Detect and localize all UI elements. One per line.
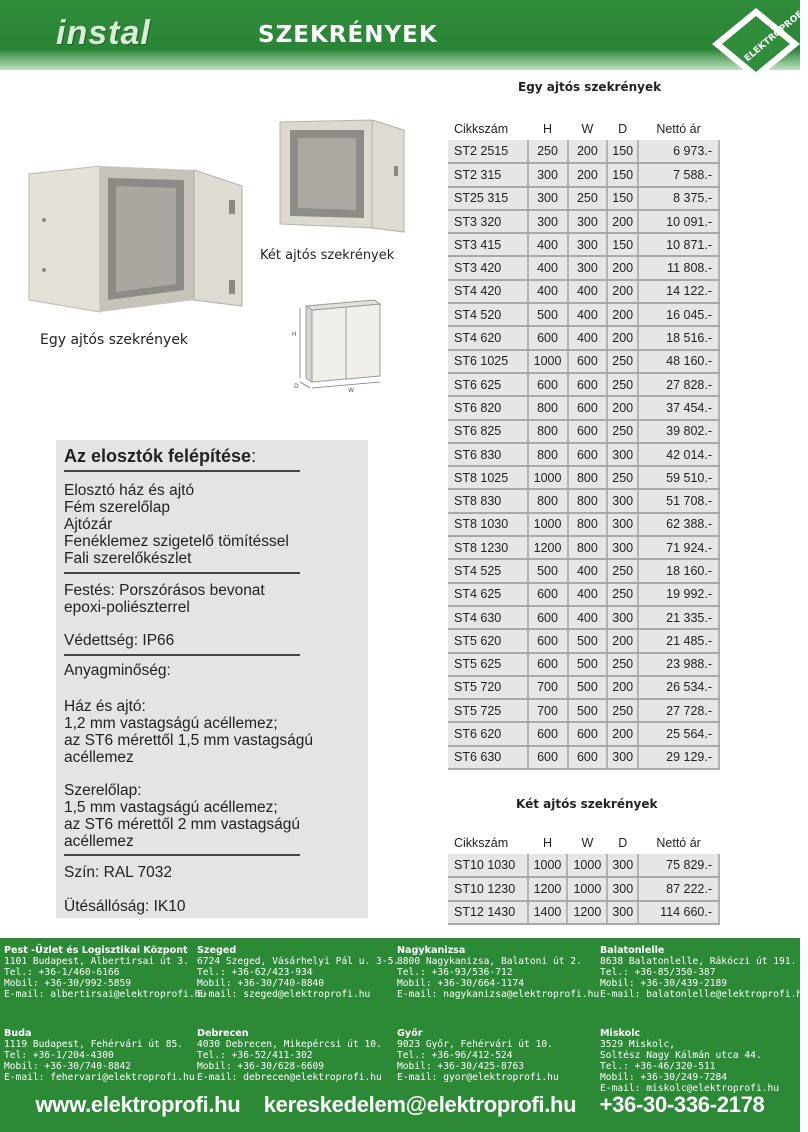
cell-w: 500 — [568, 629, 608, 652]
cell-w: 600 — [568, 373, 608, 396]
cell-w: 300 — [568, 233, 608, 256]
office-title: Balatonlelle — [600, 945, 665, 956]
divider — [64, 654, 300, 656]
cell-w: 300 — [568, 210, 608, 233]
cell-code: ST5 625 — [448, 653, 528, 676]
cell-d: 250 — [607, 420, 638, 443]
cell-price: 62 388.- — [638, 513, 719, 536]
cell-h: 800 — [528, 420, 568, 443]
cell-code: ST8 1025 — [448, 466, 528, 489]
office-line: E-mail: miskolc@elektroprofi.hu — [600, 1083, 780, 1094]
cell-h: 700 — [528, 699, 568, 722]
cell-h: 1400 — [528, 901, 568, 924]
single-door-price-table — [448, 118, 720, 770]
cell-code: ST6 620 — [448, 722, 528, 745]
cell-d: 300 — [607, 854, 638, 877]
cell-price: 114 660.- — [638, 901, 719, 924]
cell-price: 37 454.- — [638, 396, 719, 419]
table-row — [448, 210, 719, 233]
table-row — [448, 140, 719, 163]
office-title: Buda — [4, 1028, 32, 1039]
table-row — [448, 676, 719, 699]
paint-text: Festés: Porszórásos bevonat epoxi-poliészterrel — [64, 582, 265, 616]
cell-d: 300 — [607, 746, 638, 769]
table-row — [448, 583, 719, 606]
cell-w: 500 — [568, 653, 608, 676]
cell-price: 75 829.- — [638, 854, 719, 877]
cell-code: ST25 315 — [448, 187, 528, 210]
cell-code: ST6 625 — [448, 373, 528, 396]
cell-code: ST6 1025 — [448, 350, 528, 373]
double-table-body — [448, 854, 719, 924]
cell-code: ST10 1030 — [448, 854, 528, 877]
office-line: Tel.: +36-62/423-934 — [197, 967, 313, 978]
table-row — [448, 303, 719, 326]
table-row — [448, 606, 719, 629]
cell-price: 10 871.- — [638, 233, 719, 256]
table-row — [448, 187, 719, 210]
office-line: Mobil: +36-30/664-1174 — [397, 978, 525, 989]
office-block — [4, 1028, 195, 1083]
cell-w: 600 — [568, 746, 608, 769]
table-row — [448, 326, 719, 349]
cell-code: ST5 725 — [448, 699, 528, 722]
cell-h: 400 — [528, 280, 568, 303]
dim-d-label: D — [294, 383, 299, 390]
cell-price: 71 924.- — [638, 536, 719, 559]
table-row — [448, 536, 719, 559]
cell-code: ST5 620 — [448, 629, 528, 652]
office-title: Szeged — [197, 945, 237, 956]
cell-h: 600 — [528, 629, 568, 652]
office-line: Tel.: +36-96/412-524 — [397, 1050, 513, 1061]
office-block — [197, 1028, 382, 1083]
cell-d: 250 — [607, 373, 638, 396]
brand-logo: instal — [56, 14, 151, 52]
cell-w: 1000 — [567, 877, 607, 900]
office-line: 6724 Szeged, Vásárhelyi Pál u. 3-5. — [197, 956, 400, 967]
cell-h: 250 — [528, 140, 568, 163]
double-door-cabinet-image — [276, 116, 408, 234]
cell-d: 250 — [607, 653, 638, 676]
cell-code: ST8 830 — [448, 489, 528, 512]
cell-price: 27 728.- — [638, 699, 719, 722]
table-row — [448, 854, 719, 877]
table-row — [448, 653, 719, 676]
cell-code: ST8 1230 — [448, 536, 528, 559]
cell-code: ST3 320 — [448, 210, 528, 233]
cell-price: 6 973.- — [638, 140, 719, 163]
cell-price: 8 375.- — [638, 187, 719, 210]
email-link[interactable]: kereskedelem@elektroprofi.hu — [263, 1092, 577, 1117]
office-line: E-mail: nagykanizsa@elektroprofi.hu — [397, 989, 600, 1000]
dim-w-label: W — [348, 387, 354, 394]
phone-number: +36-30-336-2178 — [599, 1092, 765, 1117]
single-table-body — [448, 140, 719, 769]
cell-code: ST4 420 — [448, 280, 528, 303]
office-line: Mobil: +36-30/249-7284 — [600, 1072, 728, 1083]
office-line: Mobil: +36-30/740-8842 — [4, 1061, 132, 1072]
table-row — [448, 629, 719, 652]
cell-d: 250 — [607, 350, 638, 373]
cell-d: 150 — [607, 187, 638, 210]
description-title: Az elosztók felépítése: — [64, 446, 257, 466]
cell-code: ST4 525 — [448, 559, 528, 582]
office-line: Tel.: +36-93/536-712 — [397, 967, 513, 978]
table-row — [448, 466, 719, 489]
table-row — [448, 443, 719, 466]
cell-w: 800 — [568, 489, 608, 512]
office-line: E-mail: gyor@elektroprofi.hu — [397, 1072, 559, 1083]
cell-code: ST6 630 — [448, 746, 528, 769]
cell-w: 600 — [568, 420, 608, 443]
cell-h: 800 — [528, 396, 568, 419]
office-title: Nagykanizsa — [397, 945, 466, 956]
cell-code: ST6 825 — [448, 420, 528, 443]
cell-h: 600 — [528, 653, 568, 676]
office-title: Győr — [397, 1028, 423, 1039]
cell-d: 250 — [607, 466, 638, 489]
cell-h: 1000 — [528, 854, 568, 877]
office-block — [197, 945, 399, 1000]
cell-w: 600 — [568, 722, 608, 745]
table-row — [448, 559, 719, 582]
divider — [64, 572, 300, 574]
cell-code: ST3 415 — [448, 233, 528, 256]
divider — [64, 470, 300, 472]
office-line: Mobil: +36-30/439-2189 — [600, 978, 728, 989]
cell-code: ST3 420 — [448, 256, 528, 279]
cell-d: 200 — [607, 280, 638, 303]
cell-w: 200 — [568, 163, 608, 186]
cell-code: ST6 830 — [448, 443, 528, 466]
cell-code: ST4 620 — [448, 326, 528, 349]
elektroprofi-logo-icon — [712, 0, 808, 70]
table-row — [448, 350, 719, 373]
col-header-h: H — [528, 832, 568, 854]
table-row — [448, 901, 719, 924]
cell-d: 200 — [607, 326, 638, 349]
cell-h: 300 — [528, 210, 568, 233]
table-row — [448, 746, 719, 769]
logo-text: ELEKTROPROFI — [742, 7, 808, 64]
cell-price: 7 588.- — [638, 163, 719, 186]
cell-price: 48 160.- — [638, 350, 719, 373]
cell-h: 600 — [528, 583, 568, 606]
plate-text: Szerelőlap: 1,5 mm vastagságú acéllemez; az ST6 mérettől 2 mm vastagságú acéllemez — [64, 782, 301, 850]
cell-w: 600 — [568, 443, 608, 466]
cell-price: 11 808.- — [638, 256, 719, 279]
office-line: Tel.: +36-85/350-387 — [600, 967, 716, 978]
col-header-w: W — [568, 118, 608, 140]
cell-code: ST8 1030 — [448, 513, 528, 536]
cell-d: 150 — [607, 233, 638, 256]
cell-w: 600 — [568, 396, 608, 419]
cell-h: 800 — [528, 489, 568, 512]
office-line: Mobil: +36-30/992-5859 — [4, 978, 132, 989]
cell-h: 700 — [528, 676, 568, 699]
cell-h: 400 — [528, 256, 568, 279]
cell-h: 1200 — [528, 877, 568, 900]
col-header-d: D — [607, 832, 638, 854]
housing-text: Ház és ajtó: 1,2 mm vastagságú acéllemez; az ST6 mérettől 1,5 mm vastagságú acéllemez — [64, 698, 313, 766]
double-door-caption: Két ajtós szekrények — [260, 248, 395, 263]
cell-d: 200 — [607, 396, 638, 419]
cell-w: 1000 — [567, 854, 607, 877]
table-row — [448, 722, 719, 745]
cell-d: 200 — [607, 722, 638, 745]
cell-h: 1000 — [528, 350, 568, 373]
cell-w: 1200 — [567, 901, 607, 924]
table-row — [448, 489, 719, 512]
table-header-row — [448, 118, 719, 140]
table-row — [448, 699, 719, 722]
cell-code: ST12 1430 — [448, 901, 528, 924]
cell-price: 42 014.- — [638, 443, 719, 466]
cell-d: 200 — [607, 256, 638, 279]
cell-h: 1200 — [528, 536, 568, 559]
cell-price: 27 828.- — [638, 373, 719, 396]
double-door-price-table — [448, 832, 720, 925]
office-block — [397, 1028, 559, 1083]
cell-w: 400 — [568, 606, 608, 629]
cell-price: 14 122.- — [638, 280, 719, 303]
cell-price: 59 510.- — [638, 466, 719, 489]
cell-h: 600 — [528, 746, 568, 769]
page-title: SZEKRÉNYEK — [258, 22, 438, 48]
cell-d: 300 — [607, 901, 638, 924]
office-line: E-mail: albertirsai@elektroprofi.hu — [4, 989, 207, 1000]
table-row — [448, 420, 719, 443]
cell-h: 500 — [528, 559, 568, 582]
dimension-diagram — [288, 296, 392, 394]
table-row — [448, 233, 719, 256]
office-line: Tel.: +36-1/460-6166 — [4, 967, 120, 978]
office-line: 8638 Balatonlelle, Rákóczi út 191. — [600, 956, 797, 967]
cell-h: 500 — [528, 303, 568, 326]
cell-w: 400 — [568, 326, 608, 349]
office-block — [4, 945, 206, 1000]
office-line: Tel.: +36-46/320-511 — [600, 1061, 716, 1072]
cell-price: 16 045.- — [638, 303, 719, 326]
cell-price: 25 564.- — [638, 722, 719, 745]
cell-h: 300 — [528, 187, 568, 210]
office-line: Mobil: +36-30/425-8763 — [397, 1061, 525, 1072]
cell-d: 250 — [607, 699, 638, 722]
cell-price: 18 160.- — [638, 559, 719, 582]
cell-w: 400 — [568, 583, 608, 606]
cell-h: 600 — [528, 373, 568, 396]
cell-d: 300 — [607, 536, 638, 559]
office-title: Pest -Üzlet és Logisztikai Központ — [4, 945, 188, 956]
single-door-cabinet-image — [24, 160, 250, 320]
cell-d: 200 — [607, 303, 638, 326]
cell-w: 300 — [568, 256, 608, 279]
cell-d: 150 — [607, 140, 638, 163]
cell-h: 600 — [528, 606, 568, 629]
cell-price: 18 516.- — [638, 326, 719, 349]
col-header-w: W — [567, 832, 607, 854]
office-line: E-mail: fehervari@elektroprofi.hu — [4, 1072, 195, 1083]
office-line: 4030 Debrecen, Mikepércsi út 10. — [197, 1039, 382, 1050]
website-link[interactable]: www.elektroprofi.hu — [35, 1092, 241, 1117]
cell-h: 1000 — [528, 466, 568, 489]
cell-w: 800 — [568, 536, 608, 559]
cell-d: 300 — [607, 877, 638, 900]
cell-w: 400 — [568, 303, 608, 326]
protection-text: Védettség: IP66 — [64, 632, 175, 649]
cell-w: 400 — [568, 559, 608, 582]
office-title: Debrecen — [197, 1028, 249, 1039]
table-row — [448, 396, 719, 419]
col-header-price: Nettó ár — [638, 118, 719, 140]
cell-d: 300 — [607, 489, 638, 512]
cell-code: ST10 1230 — [448, 877, 528, 900]
cell-w: 500 — [568, 699, 608, 722]
office-line: 1101 Budapest, Albertirsai út 3. — [4, 956, 189, 967]
office-line: E-mail: szeged@elektroprofi.hu — [197, 989, 371, 1000]
material-title: Anyagminőség: — [64, 662, 171, 679]
page-header — [0, 0, 808, 70]
office-line: Mobil: +36-30/628-6609 — [197, 1061, 325, 1072]
col-header-code: Cikkszám — [448, 118, 528, 140]
cell-h: 600 — [528, 722, 568, 745]
office-block — [600, 1028, 779, 1094]
cell-price: 87 222.- — [638, 877, 719, 900]
color-text: Szín: RAL 7032 — [64, 864, 172, 881]
cell-w: 800 — [568, 513, 608, 536]
cell-price: 51 708.- — [638, 489, 719, 512]
col-header-price: Nettó ár — [638, 832, 719, 854]
cell-d: 200 — [607, 210, 638, 233]
cell-d: 150 — [607, 163, 638, 186]
table-row — [448, 373, 719, 396]
cell-w: 600 — [568, 350, 608, 373]
office-line: 9023 Győr, Fehérvári út 10. — [397, 1039, 553, 1050]
cell-w: 500 — [568, 676, 608, 699]
cell-price: 19 992.- — [638, 583, 719, 606]
cell-price: 21 485.- — [638, 629, 719, 652]
cell-w: 200 — [568, 140, 608, 163]
office-line: 8800 Nagykanizsa, Balatoni út 2. — [397, 956, 582, 967]
cell-w: 400 — [568, 280, 608, 303]
office-line: E-mail: debrecen@elektroprofi.hu — [197, 1072, 382, 1083]
footer-contact-line — [0, 1092, 800, 1118]
cell-code: ST2 2515 — [448, 140, 528, 163]
office-title: Miskolc — [600, 1028, 641, 1039]
cell-code: ST4 625 — [448, 583, 528, 606]
dim-h-label: H — [292, 331, 297, 338]
cell-code: ST5 720 — [448, 676, 528, 699]
cell-d: 200 — [607, 629, 638, 652]
cell-w: 250 — [568, 187, 608, 210]
single-table-title: Egy ajtós szekrények — [518, 80, 662, 94]
single-door-caption: Egy ajtós szekrények — [40, 332, 189, 348]
office-line: 3529 Miskolc, — [600, 1039, 676, 1050]
office-line: Tel: +36-1/204-4300 — [4, 1050, 114, 1061]
col-header-h: H — [528, 118, 568, 140]
cell-price: 26 534.- — [638, 676, 719, 699]
table-row — [448, 280, 719, 303]
cell-d: 200 — [607, 676, 638, 699]
description-panel — [56, 440, 368, 918]
cell-price: 39 802.- — [638, 420, 719, 443]
office-line: Tel.: +36-52/411-302 — [197, 1050, 313, 1061]
cell-h: 300 — [528, 163, 568, 186]
cell-h: 400 — [528, 233, 568, 256]
office-line: E-mail: balatonlelle@elektroprofi.hu — [600, 989, 808, 1000]
col-header-d: D — [607, 118, 638, 140]
cell-d: 300 — [607, 513, 638, 536]
cell-d: 300 — [607, 443, 638, 466]
cell-price: 23 988.- — [638, 653, 719, 676]
table-row — [448, 163, 719, 186]
cell-d: 250 — [607, 559, 638, 582]
divider — [64, 854, 300, 856]
cell-code: ST2 315 — [448, 163, 528, 186]
cell-price: 21 335.- — [638, 606, 719, 629]
cell-h: 1000 — [528, 513, 568, 536]
table-row — [448, 513, 719, 536]
table-header-row — [448, 832, 719, 854]
cell-code: ST4 520 — [448, 303, 528, 326]
office-block — [397, 945, 599, 1000]
cell-w: 800 — [568, 466, 608, 489]
table-row — [448, 256, 719, 279]
office-line: Mobil: +36-30/740-8840 — [197, 978, 325, 989]
cell-d: 250 — [607, 583, 638, 606]
table-row — [448, 877, 719, 900]
double-table-title: Két ajtós szekrények — [516, 797, 658, 811]
cell-d: 300 — [607, 606, 638, 629]
office-block — [600, 945, 808, 1000]
office-line: 1119 Budapest, Fehérvári út 85. — [4, 1039, 184, 1050]
cell-price: 29 129.- — [638, 746, 719, 769]
cell-code: ST4 630 — [448, 606, 528, 629]
parts-list: Elosztó ház és ajtó Fém szerelőlap Ajtózár Fenéklemez szigetelő tömítéssel Fali szerelőkészlet — [64, 482, 289, 567]
col-header-code: Cikkszám — [448, 832, 528, 854]
cell-price: 10 091.- — [638, 210, 719, 233]
cell-h: 600 — [528, 326, 568, 349]
office-line: Soltész Nagy Kálmán utca 44. — [600, 1050, 762, 1061]
impact-text: Ütésállóság: IK10 — [64, 898, 186, 915]
cell-h: 800 — [528, 443, 568, 466]
cell-code: ST6 820 — [448, 396, 528, 419]
